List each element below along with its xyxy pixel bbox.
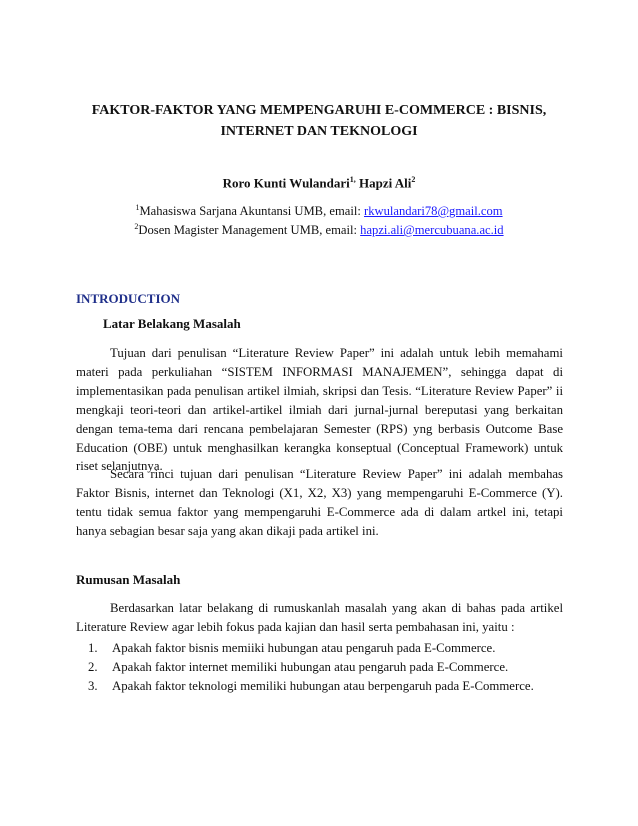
affiliation-2-email-link[interactable]: hapzi.ali@mercubuana.ac.id	[360, 223, 504, 238]
affiliation-2-text: Dosen Magister Management UMB, email:	[138, 223, 361, 238]
paragraph-2: Secara rinci tujuan dari penulisan “Literature Review Paper” ini adalah membahas Faktor Bisnis, internet dan Teknologi (X1, X2, X3) yang mempengaruhi E-Commerce (Y). tentu tidak semua faktor yang mempengaruhi E-Commerce ada di dalam artkel ini, tetapi hanya sebagian besar saja yang akan dikaji pada artikel ini.	[76, 467, 563, 538]
list-item-text: Apakah faktor internet memiliki hubungan atau pengaruh pada E-Commerce.	[112, 659, 509, 674]
list-item-text: Apakah faktor teknologi memiliki hubungan atau berpengaruh pada E-Commerce.	[112, 678, 534, 693]
list-item	[88, 639, 568, 658]
list-item-number: 1.	[88, 641, 98, 655]
affiliation-1	[60, 203, 578, 219]
affiliation-2	[60, 222, 578, 238]
section-heading-introduction: INTRODUCTION	[76, 291, 181, 306]
affiliation-1-sup: 1	[135, 203, 140, 212]
subsection-heading-rumusan: Rumusan Masalah	[76, 572, 181, 587]
author-1-name: Roro Kunti Wulandari	[222, 175, 350, 191]
list-item-text: Apakah faktor bisnis memiiki hubungan atau pengaruh pada E-Commerce.	[112, 641, 496, 655]
list-item	[88, 658, 568, 677]
affiliation-1-email-link[interactable]: rkwulandari78@gmail.com	[364, 204, 503, 219]
affiliation-1-text: Mahasiswa Sarjana Akuntansi UMB, email:	[139, 204, 364, 219]
author-2-name: Hapzi Ali	[359, 175, 412, 191]
list-item-number: 2.	[88, 659, 98, 674]
list-item	[88, 677, 568, 696]
title-line-2: INTERNET DAN TEKNOLOGI	[220, 124, 418, 139]
paper-title	[60, 100, 578, 142]
author-line	[60, 175, 578, 191]
subsection-heading-latar-belakang: Latar Belakang Masalah	[103, 316, 241, 331]
paragraph-1: Tujuan dari penulisan “Literature Review Paper” ini adalah untuk lebih memahami materi pada perkuliahan “SISTEM INFORMASI MANAJEMEN”, sehingga dapat di implementasikan pada penulisan artikel ilmiah, skripsi dan Tesis. “Literature Review Paper” ii mengkaji teori-teori dan artikel-artikel ilmiah dari jurnal-jurnal bereputasi yang berkaitan dengan tema-tema dari rencana pembelajaran Semester (RPS) yng berbasis Outcome Base Education (OBE) untuk menghasilkan kerangka konseptual (Conceptual Framework) untuk riset selanjutnya.	[76, 346, 563, 474]
author-2-sup: 2	[411, 175, 416, 184]
affiliation-2-sup: 2	[134, 222, 139, 231]
paragraph-3: Berdasarkan latar belakang di rumuskanlah masalah yang akan di bahas pada artikel Literature Review agar lebih fokus pada kajian dan hasil serta pembahasan ini, yaitu :	[76, 601, 563, 634]
list-item-number: 3.	[88, 678, 98, 693]
title-line-1: FAKTOR-FAKTOR YANG MEMPENGARUHI E-COMMERCE : BISNIS,	[91, 103, 547, 118]
question-list	[88, 639, 568, 696]
author-1-sup: 1,	[349, 175, 356, 184]
